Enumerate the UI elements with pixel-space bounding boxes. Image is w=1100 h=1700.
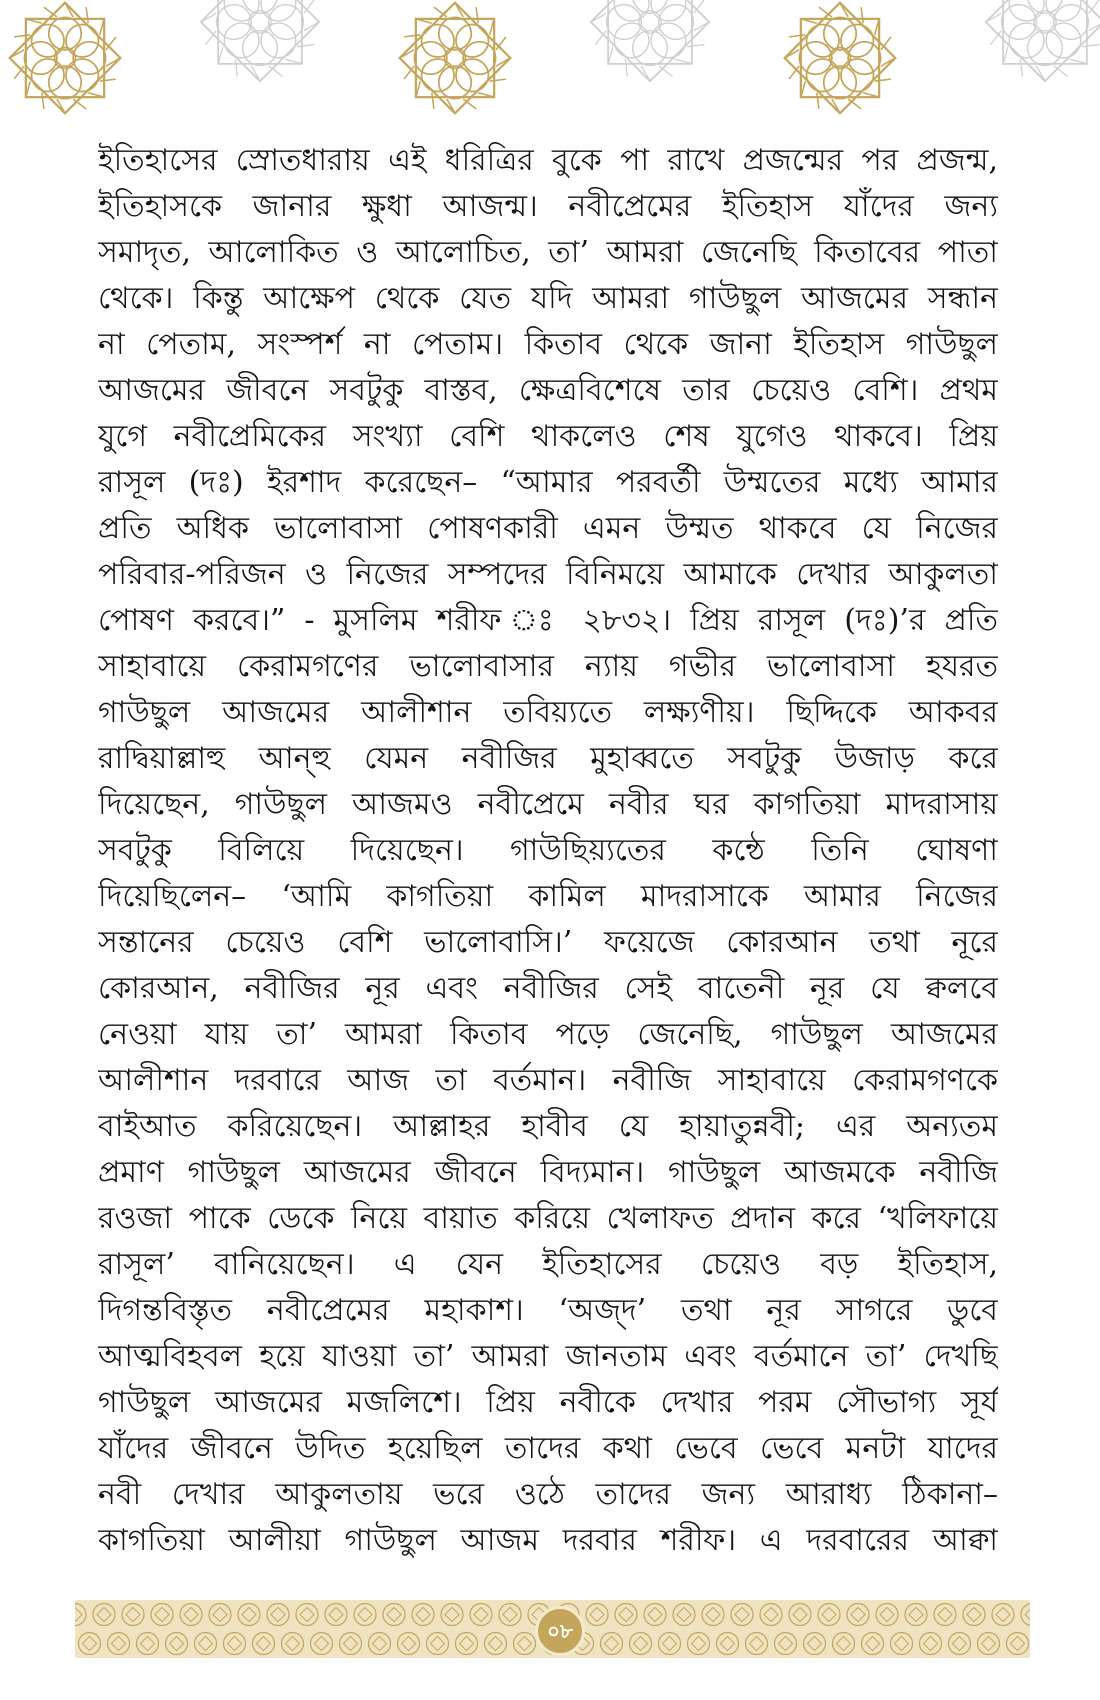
top-ornament-band — [0, 0, 1100, 140]
text-line: যুগে নবীপ্রেমিকের সংখ্যা বেশি থাকলেও শেষ যুগেও থাকবে। প্রিয় — [98, 419, 998, 454]
text-line: কাগতিয়া আলীয়া গাউছুল আজম দরবার শরীফ। এ দরবারের আক্বা — [98, 1523, 998, 1558]
text-line: সন্তানের চেয়েও বেশি ভালোবাসি।’ ফয়েজে কোরআন তথা নূরে — [98, 925, 998, 960]
text-line: প্রমাণ গাউছুল আজমের জীবনে বিদ্যমান। গাউছুল আজমকে নবীজি — [98, 1155, 998, 1190]
star-ornament-icon — [400, 3, 511, 114]
text-line: ইতিহাসকে জানার ক্ষুধা আজন্ম। নবীপ্রেমের ইতিহাস যাঁদের জন্য — [98, 189, 998, 224]
text-line: দিগন্তবিস্তৃত নবীপ্রেমের মহাকাশ। ‘অজ্‌দ’ তথা নূর সাগরে ডুবে — [98, 1293, 998, 1328]
text-line: দিয়েছেন, গাউছুল আজমও নবীপ্রেমে নবীর ঘর কাগতিয়া মাদরাসায় — [98, 787, 998, 822]
text-line: যাঁদের জীবনে উদিত হয়েছিল তাদের কথা ভেবে ভেবে মনটা যাদের — [98, 1431, 998, 1466]
text-line: গাউছুল আজমের মজলিশে। প্রিয় নবীকে দেখার পরম সৌভাগ্য সূর্য — [98, 1385, 998, 1420]
text-line: সমাদৃত, আলোকিত ও আলোচিত, তা’ আমরা জেনেছি কিতাবের পাতা — [98, 235, 998, 270]
text-line: দিয়েছিলেন– ‘আমি কাগতিয়া কামিল মাদরাসাকে আমার নিজের — [98, 879, 998, 914]
text-line: গাউছুল আজমের আলীশান তবিয়্যতে লক্ষ্যণীয়। ছিদ্দিকে আকবর — [98, 695, 998, 730]
text-line: রওজা পাকে ডেকে নিয়ে বায়াত করিয়ে খেলাফত প্রদান করে ‘খলিফায়ে — [98, 1201, 998, 1236]
text-line: প্রতি অধিক ভালোবাসা পোষণকারী এমন উম্মত থাকবে যে নিজের — [98, 511, 998, 546]
star-ornament-icon — [591, 0, 709, 81]
star-ornament-icon — [10, 3, 121, 114]
text-line: না পেতাম, সংস্পর্শ না পেতাম। কিতাব থেকে জানা ইতিহাস গাউছুল — [98, 327, 998, 362]
text-line: আলীশান দরবারে আজ তা বর্তমান। নবীজি সাহাবায়ে কেরামগণকে — [98, 1063, 998, 1098]
star-ornament-icon — [0, 0, 1100, 140]
text-line: আত্মবিহবল হয়ে যাওয়া তা’ আমরা জানতাম এবং বর্তমানে তা’ দেখছি — [98, 1339, 998, 1374]
text-line: পরিবার-পরিজন ও নিজের সম্পদের বিনিময়ে আমাকে দেখার আকুলতা — [98, 557, 998, 592]
text-line: বাইআত করিয়েছেন। আল্লাহর হাবীব যে হায়াতুন্নবী; এর অন্যতম — [98, 1109, 998, 1144]
body-text — [98, 138, 998, 1568]
star-ornament-icon — [201, 0, 319, 81]
text-line: নবী দেখার আকুলতায় ভরে ওঠে তাদের জন্য আরাধ্য ঠিকানা– — [98, 1477, 998, 1512]
page-number: ০৮ — [535, 1606, 585, 1656]
star-ornament-icon — [785, 3, 896, 114]
text-line: কোরআন, নবীজির নূর এবং নবীজির সেই বাতেনী নূর যে ক্বলবে — [98, 971, 998, 1006]
text-line: ইতিহাসের স্রোতধারায় এই ধরিত্রির বুকে পা রাখে প্রজন্মের পর প্রজন্ম, — [98, 143, 998, 178]
text-line: থেকে। কিন্তু আক্ষেপ থেকে যেত যদি আমরা গাউছুল আজমের সন্ধান — [98, 281, 998, 316]
star-ornament-icon — [986, 0, 1100, 81]
text-line: রাসূল (দঃ) ইরশাদ করেছেন– “আমার পরবর্তী উম্মতের মধ্যে আমার — [98, 465, 998, 500]
text-line: নেওয়া যায় তা’ আমরা কিতাব পড়ে জেনেছি, গাউছুল আজমের — [98, 1017, 998, 1052]
text-line: রাসূল’ বানিয়েছেন। এ যেন ইতিহাসের চেয়েও বড় ইতিহাস, — [98, 1247, 998, 1282]
text-line: আজমের জীবনে সবটুকু বাস্তব, ক্ষেত্রবিশেষে তার চেয়েও বেশি। প্রথম — [98, 373, 998, 408]
text-line: সাহাবায়ে কেরামগণের ভালোবাসার ন্যায় গভীর ভালোবাসা হযরত — [98, 649, 998, 684]
text-line: রাদ্বিয়াল্লাহু আন্‌হু যেমন নবীজির মুহাব্বতে সবটুকু উজাড় করে — [98, 741, 998, 776]
text-line: পোষণ করবে।” - মুসলিম শরীফ ঃ ২৮৩২। প্রিয় রাসূল (দঃ)’র প্রতি — [98, 603, 998, 638]
text-line: সবটুকু বিলিয়ে দিয়েছেন। গাউছিয়্যতের কন্ঠে তিনি ঘোষণা — [98, 833, 998, 868]
